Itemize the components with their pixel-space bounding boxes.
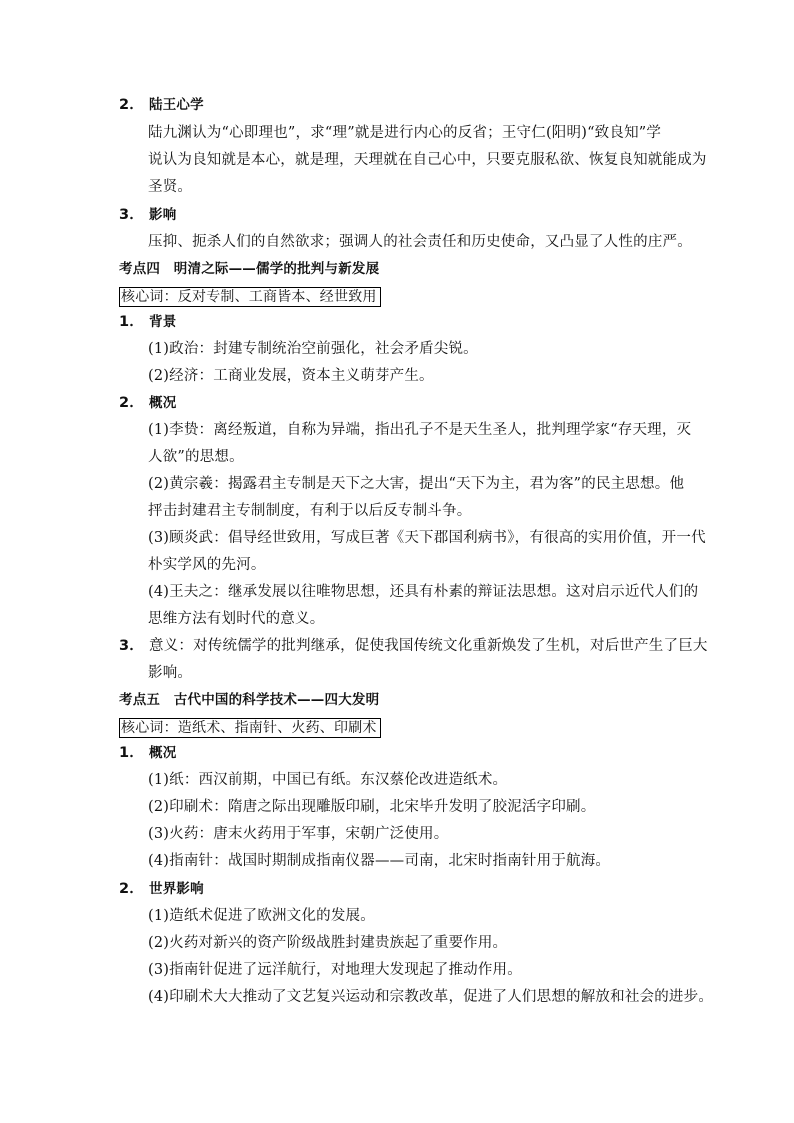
section-number: 3． [119, 207, 144, 223]
section-heading [119, 312, 176, 332]
section-heading [119, 393, 176, 413]
section-title: 世界影响 [149, 881, 204, 897]
list-item: (3)指南针促进了远洋航行，对地理大发现起了推动作用。 [148, 962, 522, 978]
keyword-box: 核心词：反对专制、工商皆本、经世致用 [119, 287, 381, 307]
section-title: 概况 [149, 395, 177, 411]
paragraph-line: 说认为良知就是本心，就是理，天理就在自己心中，只要克服私欲、恢复良知就能成为 [148, 152, 707, 168]
section-heading [119, 205, 176, 225]
section-title: 陆王心学 [149, 97, 204, 113]
paragraph-line: 圣贤。 [148, 179, 193, 195]
topic-title: 考点四 明清之际——儒学的批判与新发展 [119, 261, 380, 277]
list-item: 朴实学风的先河。 [148, 557, 266, 573]
section-heading [119, 879, 204, 899]
list-item: (2)经济：工商业发展，资本主义萌芽产生。 [148, 368, 434, 384]
list-item: (4)指南针：战国时期制成指南仪器——司南，北宋时指南针用于航海。 [148, 853, 611, 869]
list-item: 抨击封建君主专制制度，有利于以后反专制斗争。 [148, 503, 472, 519]
keyword-box: 核心词：造纸术、指南针、火药、印刷术 [119, 718, 381, 738]
list-item: (3)顾炎武：倡导经世致用，写成巨著《天下郡国利病书》，有很高的实用价值，开一代 [148, 530, 706, 546]
list-item: (3)火药：唐末火药用于军事，宋朝广泛使用。 [148, 826, 449, 842]
paragraph-line: 压抑、扼杀人们的自然欲求；强调人的社会责任和历史使命，又凸显了人性的庄严。 [148, 234, 692, 250]
list-item: (2)印刷术：隋唐之际出现雕版印刷，北宋毕升发明了胶泥活字印刷。 [148, 799, 596, 815]
section-number: 3． [119, 638, 144, 654]
list-item: (1)纸：西汉前期，中国已有纸。东汉蔡伦改进造纸术。 [148, 772, 508, 788]
list-item: (4)王夫之：继承发展以往唯物思想，还具有朴素的辩证法思想。这对启示近代人们的 [148, 584, 699, 600]
paragraph-line: 影响。 [148, 665, 193, 681]
section-number: 2． [119, 881, 144, 897]
paragraph-line: 陆九渊认为“心即理也”，求“理”就是进行内心的反省；王守仁(阳明)“致良知”学 [148, 125, 662, 141]
list-item: (1)政治：封建专制统治空前强化，社会矛盾尖锐。 [148, 341, 478, 357]
section-heading [119, 95, 204, 115]
list-item: (1)造纸术促进了欧洲文化的发展。 [148, 908, 375, 924]
topic-title: 考点五 古代中国的科学技术——四大发明 [119, 692, 380, 708]
list-item: (2)黄宗羲：揭露君主专制是天下之大害，提出“天下为主，君为客”的民主思想。他 [148, 476, 685, 492]
paragraph-line: 意义：对传统儒学的批判继承，促使我国传统文化重新焕发了生机，对后世产生了巨大 [149, 638, 708, 654]
list-item: (4)印刷术大大推动了文艺复兴运动和宗教改革，促进了人们思想的解放和社会的进步。 [148, 989, 714, 1005]
list-item: 人欲”的思想。 [148, 449, 244, 465]
section-heading [119, 743, 176, 763]
section-title: 背景 [149, 314, 177, 330]
section-title: 概况 [149, 745, 177, 761]
section-heading [119, 636, 708, 656]
section-number: 1． [119, 745, 144, 761]
list-item: (2)火药对新兴的资产阶级战胜封建贵族起了重要作用。 [148, 935, 508, 951]
list-item: 思维方法有划时代的意义。 [148, 611, 325, 627]
section-title: 影响 [149, 207, 177, 223]
section-number: 2． [119, 395, 144, 411]
section-number: 2． [119, 97, 144, 113]
list-item: (1)李贽：离经叛道，自称为异端，指出孔子不是天生圣人，批判理学家“存天理，灭 [148, 422, 692, 438]
section-number: 1． [119, 314, 144, 330]
